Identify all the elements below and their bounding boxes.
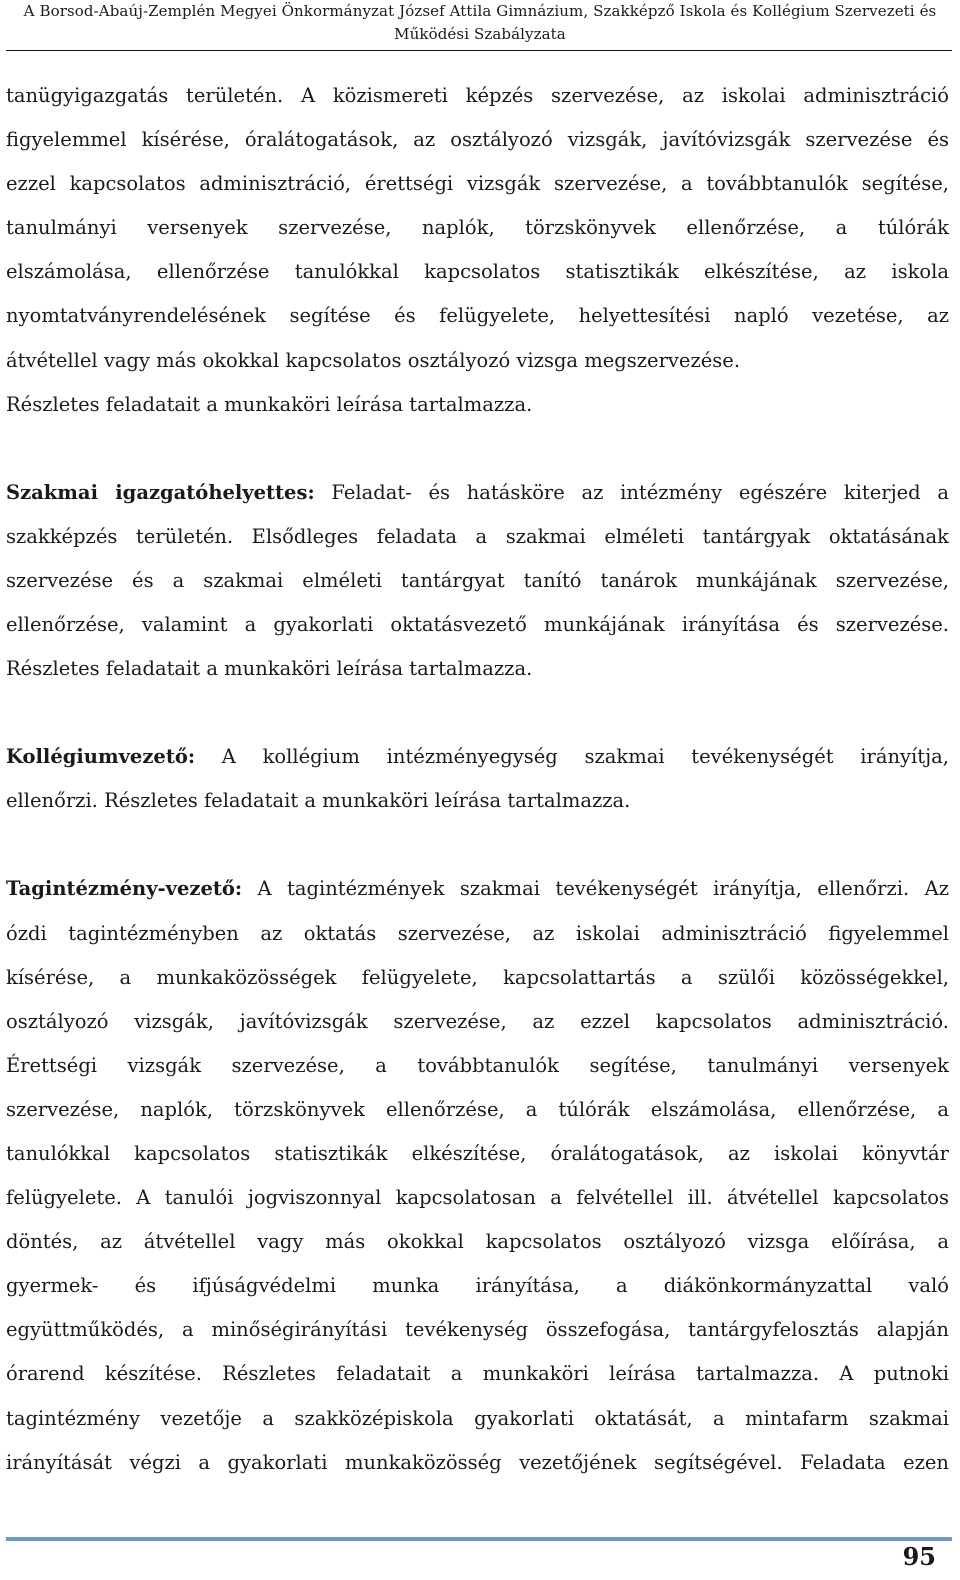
role-heading-szakmai: Szakmai igazgatóhelyettes: <box>6 480 315 504</box>
text-line: átvétellel vagy más okokkal kapcsolatos osztályozó vizsga megszervezése. <box>6 348 741 372</box>
header-title-line-2: Működési Szabályzata <box>394 25 566 43</box>
text-line: ellenőrzése, valamint a gyakorlati oktatásvezető munkájának irányítása és szervezése. <box>6 613 949 637</box>
text-line: szervezése és a szakmai elméleti tantárgyat tanító tanárok munkájának szervezése, <box>6 568 949 592</box>
text-line: ózdi tagintézményben az oktatás szervezése, az iskolai adminisztráció figyelemmel <box>6 921 949 945</box>
text-line: Részletes feladatait a munkaköri leírása tartalmazza. <box>6 657 533 681</box>
role-heading-kollegium: Kollégiumvezető: <box>6 745 196 769</box>
text-line: Érettségi vizsgák szervezése, a továbbtanulók segítése, tanulmányi versenyek <box>6 1053 949 1077</box>
text-line: Kollégiumvezető: A kollégium intézményegység szakmai tevékenységét irányítja, <box>6 745 949 769</box>
document-body <box>6 74 949 1485</box>
text-line: órarend készítése. Részletes feladatait a munkaköri leírása tartalmazza. A putnoki <box>6 1362 949 1386</box>
text-line: nyomtatványrendelésének segítése és felügyelete, helyettesítési napló vezetése, az <box>6 304 949 328</box>
paragraph-kollegiumvezeto <box>6 735 949 823</box>
text-line: együttműködés, a minőségirányítási tevékenység összefogása, tantárgyfelosztás alapján <box>6 1318 949 1342</box>
text-line: Szakmai igazgatóhelyettes: Feladat- és hatásköre az intézmény egészére kiterjed a <box>6 480 949 504</box>
paragraph-intro <box>6 74 949 427</box>
page-number: 95 <box>902 1542 936 1571</box>
text-line: ellenőrzi. Részletes feladatait a munkaköri leírása tartalmazza. <box>6 789 631 813</box>
role-heading-tagintezmeny: Tagintézmény-vezető: <box>6 877 243 901</box>
text-line: tagintézmény vezetője a szakközépiskola gyakorlati oktatását, a mintafarm szakmai <box>6 1406 949 1430</box>
paragraph-szakmai-igazgatohelyettes <box>6 471 949 691</box>
page-header <box>0 0 960 46</box>
text-line: ezzel kapcsolatos adminisztráció, érettségi vizsgák szervezése, a továbbtanulók segítése, <box>6 172 949 196</box>
header-divider <box>6 50 952 51</box>
text-line: osztályozó vizsgák, javítóvizsgák szervezése, az ezzel kapcsolatos adminisztráció. <box>6 1009 949 1033</box>
text-line: kísérése, a munkaközösségek felügyelete, kapcsolattartás a szülői közösségekkel, <box>6 965 949 989</box>
text-line: tanulmányi versenyek szervezése, naplók, törzskönyvek ellenőrzése, a túlórák <box>6 216 949 240</box>
text-line: irányítását végzi a gyakorlati munkaközösség vezetőjének segítségével. Feladata ezen <box>6 1450 949 1474</box>
text-line: döntés, az átvétellel vagy más okokkal kapcsolatos osztályozó vizsga előírása, a <box>6 1230 949 1254</box>
text-line: figyelemmel kísérése, óralátogatások, az osztályozó vizsgák, javítóvizsgák szervezése és <box>6 128 949 152</box>
text-line: szakképzés területén. Elsődleges feladata a szakmai elméleti tantárgyak oktatásának <box>6 524 949 548</box>
header-title-line-1: A Borsod-Abaúj-Zemplén Megyei Önkormányzat József Attila Gimnázium, Szakképző Iskola és Kollégium Szervezeti és <box>23 2 937 20</box>
text-line: gyermek- és ifjúságvédelmi munka irányítása, a diákönkormányzattal való <box>6 1274 949 1298</box>
footer-divider <box>6 1537 952 1541</box>
text-line: felügyelete. A tanulói jogviszonnyal kapcsolatosan a felvétellel ill. átvétellel kapcsolatos <box>6 1186 949 1210</box>
text-line: Tagintézmény-vezető: A tagintézmények szakmai tevékenységét irányítja, ellenőrzi. Az <box>6 877 949 901</box>
paragraph-tagintezmeny-vezeto <box>6 867 949 1484</box>
text-line: elszámolása, ellenőrzése tanulókkal kapcsolatos statisztikák elkészítése, az iskola <box>6 260 949 284</box>
text-line: szervezése, naplók, törzskönyvek ellenőrzése, a túlórák elszámolása, ellenőrzése, a <box>6 1097 949 1121</box>
text-line: Részletes feladatait a munkaköri leírása tartalmazza. <box>6 392 533 416</box>
text-line: tanulókkal kapcsolatos statisztikák elkészítése, óralátogatások, az iskolai könyvtár <box>6 1141 949 1165</box>
text-line: tanügyigazgatás területén. A közismereti képzés szervezése, az iskolai adminisztráció <box>6 84 949 107</box>
